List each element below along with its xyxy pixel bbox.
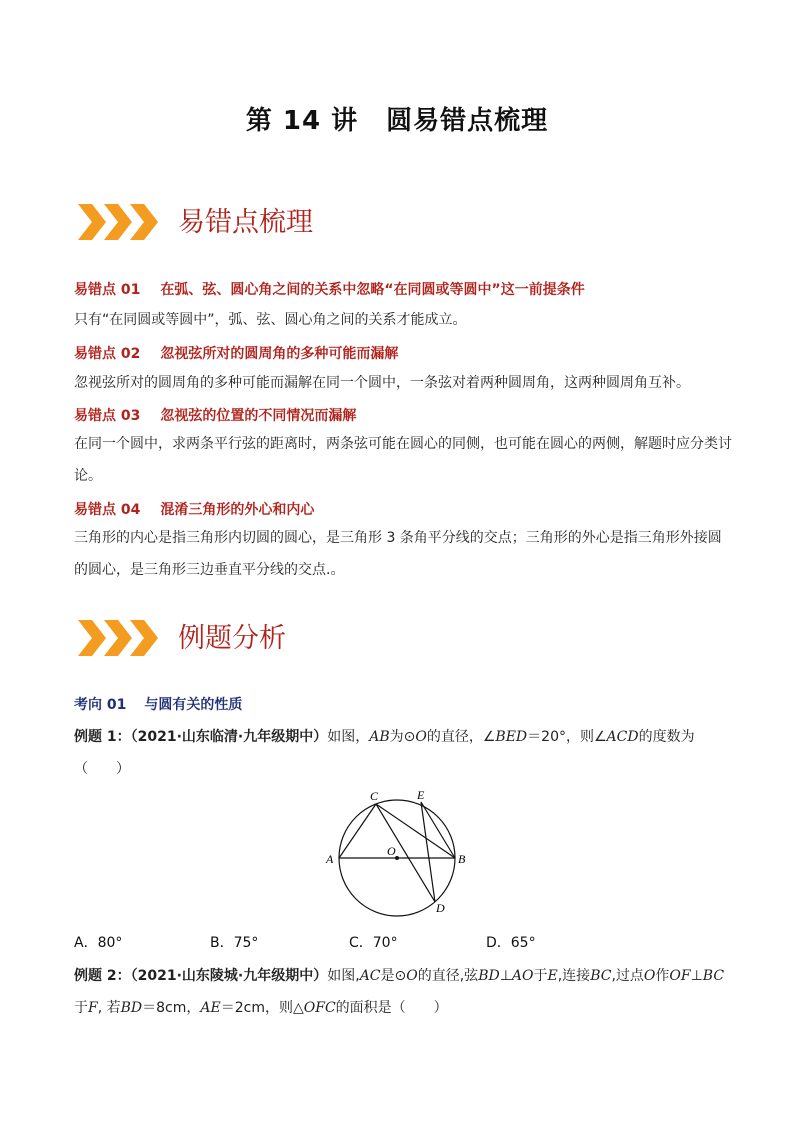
example-text: 如图, (327, 968, 360, 984)
point-number: 易错点 02 (74, 346, 141, 362)
point-title: 在弧、弦、圆心角之间的关系中忽略“在同圆或等圆中”这一前提条件 (160, 282, 585, 298)
math-var: O (643, 968, 656, 984)
triple-chevron-icon (78, 620, 160, 656)
math-var: AE (200, 1000, 221, 1016)
example-text: 的度数为 (638, 729, 695, 745)
example-text: 于 (533, 968, 548, 984)
math-var: BED (495, 729, 528, 745)
choice-b[interactable]: B．75° (210, 935, 259, 951)
label-c: C (370, 789, 379, 803)
point-number: 易错点 01 (74, 282, 141, 298)
topic-heading (74, 694, 242, 714)
math-var: O (406, 968, 418, 984)
example-text: ＝2cm，则△ (220, 1000, 304, 1016)
label-d: D (436, 901, 445, 915)
point-body-4: 三角形的内心是指三角形内切圆的圆心，是三角形 3 条角平分线的交点；三角形的外心是指三角形外接圆的圆心，是三角形三边垂直平分线的交点.。 (74, 530, 722, 578)
example-text: ,过点 (611, 968, 644, 984)
chord-cd (376, 804, 435, 902)
choice-c[interactable]: C．70° (349, 935, 398, 951)
example-1 (74, 721, 734, 785)
example-text: ,连接 (557, 968, 591, 984)
label-b: B (458, 852, 466, 866)
section-title: 例题分析 (178, 623, 286, 654)
circle-geometry-figure (318, 786, 478, 922)
point-number: 易错点 04 (74, 502, 141, 518)
math-var: BD (478, 968, 500, 984)
example-label: 例题 1： (74, 729, 131, 745)
choice-d[interactable]: D．65° (486, 935, 536, 951)
point-body-1: 只有“在同圆或等圆中”，弧、弦、圆心角之间的关系才能成立。 (74, 312, 467, 328)
math-var: AO (511, 968, 534, 984)
answer-blank: （ ） (74, 761, 130, 777)
example-text: 的直径,弦 (417, 968, 479, 984)
lecture-number: 第 14 讲 (245, 106, 359, 136)
example-text: ⊥ (499, 968, 512, 984)
math-var: BC (702, 968, 725, 984)
example-text: ＝8cm， (142, 1000, 201, 1016)
point-heading-1 (74, 279, 585, 299)
math-var: BD (120, 1000, 143, 1016)
math-var: OF (669, 968, 691, 984)
label-o: O (387, 844, 396, 858)
label-e: E (417, 788, 425, 802)
example-text: 作 (655, 968, 670, 984)
example-text: 的面积是（ ） (335, 1000, 448, 1016)
point-number: 易错点 03 (74, 408, 141, 424)
section-title: 易错点梳理 (178, 207, 313, 238)
example-text: , 若 (97, 1000, 121, 1016)
math-var: BC (590, 968, 612, 984)
example-text: 的直径，∠ (426, 729, 496, 745)
math-var: E (547, 968, 558, 984)
triple-chevron-icon (78, 204, 160, 240)
example-2 (74, 960, 734, 1024)
choice-a[interactable]: A．80° (74, 935, 123, 951)
math-var: O (415, 729, 427, 745)
point-body-3: 在同一个圆中，求两条平行弦的距离时，两条弦可能在圆心的同侧，也可能在圆心的两侧，解题时应分类讨论。 (74, 436, 732, 484)
math-var: AB (369, 729, 390, 745)
point-title: 混淆三角形的外心和内心 (160, 502, 315, 518)
point-heading-2 (74, 343, 398, 363)
math-var: ACD (606, 729, 639, 745)
example-label: 例题 2： (74, 968, 131, 984)
example-text: 为⊙ (389, 729, 416, 745)
math-var: OFC (303, 1000, 336, 1016)
point-title: 忽视弦所对的圆周角的多种可能而漏解 (160, 346, 399, 362)
example-text: 于 (74, 1000, 88, 1016)
label-a: A (326, 852, 334, 866)
example-text: ＝20°，则∠ (527, 729, 607, 745)
topic-title: 与圆有关的性质 (144, 697, 243, 713)
chord-eb (421, 802, 455, 858)
point-body-2: 忽视弦所对的圆周角的多种可能而漏解在同一个圆中，一条弦对着两种圆周角，这两种圆周角互补。 (74, 375, 690, 391)
math-var: AC (359, 968, 381, 984)
math-var: F (88, 1000, 98, 1016)
point-heading-3 (74, 405, 356, 425)
point-title: 忽视弦的位置的不同情况而漏解 (160, 408, 357, 424)
example-text: 如图， (327, 729, 370, 745)
point-heading-4 (74, 499, 314, 519)
chord-ed (421, 802, 435, 902)
lecture-title: 圆易错点梳理 (386, 106, 549, 136)
page-title (0, 100, 794, 137)
topic-number: 考向 01 (74, 697, 127, 713)
example-text: ⊥ (690, 968, 703, 984)
example-source: （2021·山东临清·九年级期中） (130, 729, 328, 745)
example-source: （2021·山东陵城·九年级期中） (130, 968, 328, 984)
chord-ca (339, 804, 376, 858)
example-text: 是⊙ (380, 968, 407, 984)
